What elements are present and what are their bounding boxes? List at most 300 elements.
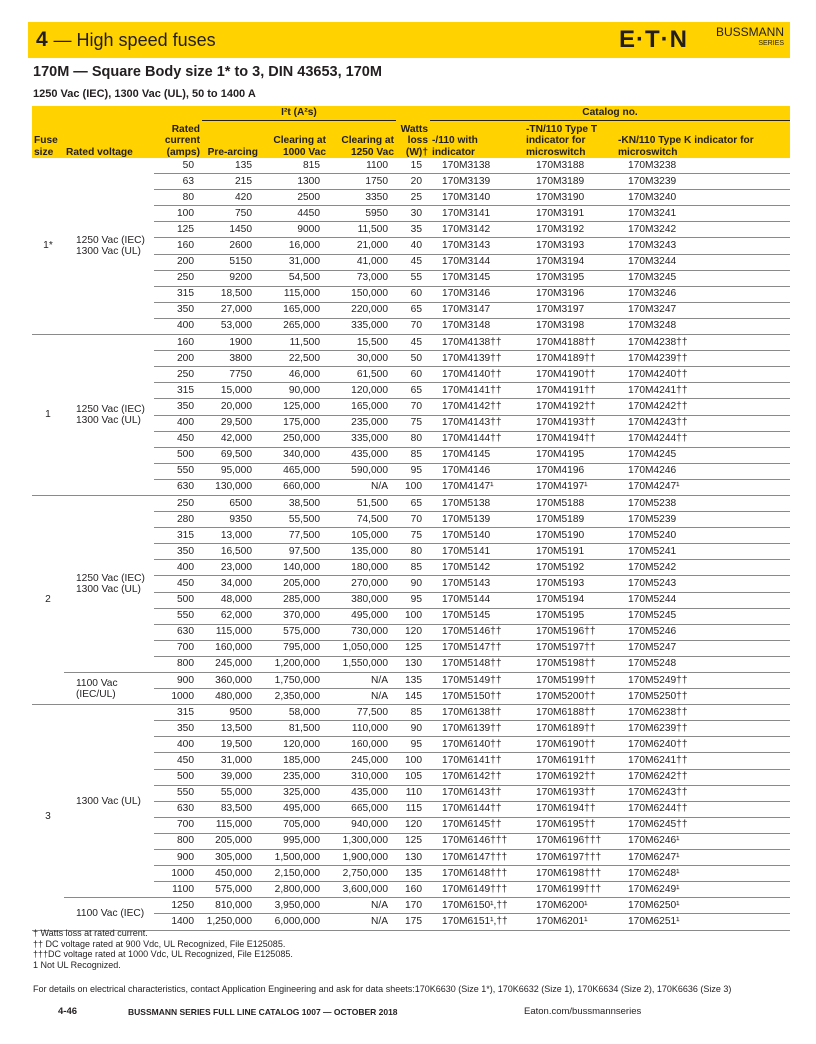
rated-current-cell: 450: [154, 576, 202, 592]
footer-url[interactable]: Eaton.com/bussmannseries: [524, 1006, 642, 1017]
catalog-tn-cell: 170M3190: [524, 190, 616, 206]
clearing-1000-cell: 370,000: [260, 608, 328, 624]
clearing-1250-cell: 220,000: [328, 302, 396, 318]
rated-current-cell: 315: [154, 383, 202, 399]
pre-arcing-cell: 23,000: [202, 560, 260, 576]
clearing-1250-cell: N/A: [328, 479, 396, 495]
rated-current-cell: 200: [154, 254, 202, 270]
rated-current-cell: 350: [154, 302, 202, 318]
catalog-name: BUSSMANN SERIES FULL LINE CATALOG 1007 — OCTOBER 2018: [128, 1007, 398, 1017]
catalog-kn-cell: 170M6250¹: [616, 898, 790, 914]
catalog-tn-cell: 170M3192: [524, 222, 616, 238]
catalog-110-cell: 170M3145: [430, 270, 524, 286]
watts-loss-cell: 130: [396, 850, 430, 866]
watts-loss-cell: 75: [396, 415, 430, 431]
watts-loss-cell: 80: [396, 544, 430, 560]
col-rated-current: Rated current (amps): [154, 106, 202, 158]
pre-arcing-cell: 27,000: [202, 302, 260, 318]
catalog-110-cell: 170M6142††: [430, 769, 524, 785]
watts-loss-cell: 120: [396, 624, 430, 640]
clearing-1000-cell: 165,000: [260, 302, 328, 318]
catalog-110-cell: 170M3142: [430, 222, 524, 238]
col-watts-loss: Watts loss (W)†: [396, 106, 430, 158]
catalog-110-cell: 170M4146: [430, 463, 524, 479]
clearing-1250-cell: 61,500: [328, 367, 396, 383]
watts-loss-cell: 160: [396, 882, 430, 898]
catalog-110-cell: 170M4142††: [430, 399, 524, 415]
catalog-110-cell: 170M5144: [430, 592, 524, 608]
clearing-1250-cell: 77,500: [328, 705, 396, 721]
rated-current-cell: 250: [154, 367, 202, 383]
catalog-kn-cell: 170M4241††: [616, 383, 790, 399]
catalog-kn-cell: 170M6243††: [616, 785, 790, 801]
clearing-1000-cell: 995,000: [260, 833, 328, 849]
rated-current-cell: 500: [154, 447, 202, 463]
catalog-kn-cell: 170M3239: [616, 174, 790, 190]
clearing-1250-cell: 51,500: [328, 495, 396, 511]
catalog-kn-cell: 170M3241: [616, 206, 790, 222]
catalog-kn-cell: 170M4239††: [616, 351, 790, 367]
rated-current-cell: 50: [154, 158, 202, 174]
rated-current-cell: 350: [154, 399, 202, 415]
rated-current-cell: 700: [154, 817, 202, 833]
catalog-kn-cell: 170M3242: [616, 222, 790, 238]
catalog-kn-cell: 170M4245: [616, 447, 790, 463]
catalog-kn-cell: 170M3245: [616, 270, 790, 286]
clearing-1000-cell: 11,500: [260, 335, 328, 351]
rated-current-cell: 125: [154, 222, 202, 238]
watts-loss-cell: 25: [396, 190, 430, 206]
footnote: †††DC voltage rated at 1000 Vdc, UL Recognized, File E125085.: [33, 949, 293, 959]
watts-loss-cell: 80: [396, 431, 430, 447]
watts-loss-cell: 95: [396, 463, 430, 479]
clearing-1000-cell: 58,000: [260, 705, 328, 721]
section-number: 4: [36, 28, 48, 51]
watts-loss-cell: 135: [396, 866, 430, 882]
rated-voltage-cell: 1250 Vac (IEC) 1300 Vac (UL): [64, 335, 154, 496]
catalog-tn-cell: 170M5190: [524, 528, 616, 544]
rated-current-cell: 400: [154, 415, 202, 431]
rated-current-cell: 550: [154, 785, 202, 801]
catalog-kn-cell: 170M5239: [616, 512, 790, 528]
catalog-tn-cell: 170M4192††: [524, 399, 616, 415]
rated-current-cell: 550: [154, 463, 202, 479]
catalog-tn-cell: 170M3193: [524, 238, 616, 254]
details-note: For details on electrical characteristics, contact Application Engineering and ask for data sheets:170K6630 (Size 1*), 170K6632 (Size 1), 170K6634 (Size 2), 170K6636 (Size 3): [33, 984, 732, 994]
clearing-1250-cell: 3350: [328, 190, 396, 206]
catalog-110-cell: 170M5140: [430, 528, 524, 544]
pre-arcing-cell: 15,000: [202, 383, 260, 399]
watts-loss-cell: 85: [396, 560, 430, 576]
clearing-1250-cell: 2,750,000: [328, 866, 396, 882]
col-rated-voltage: Rated voltage: [64, 106, 154, 158]
clearing-1000-cell: 2,800,000: [260, 882, 328, 898]
catalog-tn-cell: 170M6190††: [524, 737, 616, 753]
rated-current-cell: 500: [154, 592, 202, 608]
rated-current-cell: 1000: [154, 866, 202, 882]
watts-loss-cell: 120: [396, 817, 430, 833]
catalog-tn-cell: 170M4194††: [524, 431, 616, 447]
clearing-1250-cell: 730,000: [328, 624, 396, 640]
pre-arcing-cell: 6500: [202, 495, 260, 511]
catalog-kn-cell: 170M5240: [616, 528, 790, 544]
watts-loss-cell: 50: [396, 351, 430, 367]
clearing-1000-cell: 1,750,000: [260, 673, 328, 689]
catalog-kn-cell: 170M4242††: [616, 399, 790, 415]
watts-loss-cell: 95: [396, 737, 430, 753]
pre-arcing-cell: 9200: [202, 270, 260, 286]
catalog-110-cell: 170M6150¹,††: [430, 898, 524, 914]
rated-current-cell: 630: [154, 801, 202, 817]
catalog-110-cell: 170M5141: [430, 544, 524, 560]
pre-arcing-cell: 19,500: [202, 737, 260, 753]
clearing-1250-cell: 135,000: [328, 544, 396, 560]
clearing-1000-cell: 81,500: [260, 721, 328, 737]
pre-arcing-cell: 575,000: [202, 882, 260, 898]
rated-current-cell: 200: [154, 351, 202, 367]
rated-voltage-cell: 1250 Vac (IEC) 1300 Vac (UL): [64, 158, 154, 335]
catalog-110-cell: 170M4139††: [430, 351, 524, 367]
rated-current-cell: 550: [154, 608, 202, 624]
watts-loss-cell: 75: [396, 528, 430, 544]
rated-current-cell: 160: [154, 335, 202, 351]
watts-loss-cell: 15: [396, 158, 430, 174]
rated-current-cell: 630: [154, 479, 202, 495]
section-heading: [36, 27, 216, 53]
pre-arcing-cell: 305,000: [202, 850, 260, 866]
clearing-1000-cell: 340,000: [260, 447, 328, 463]
catalog-110-cell: 170M3143: [430, 238, 524, 254]
watts-loss-cell: 115: [396, 801, 430, 817]
catalog-tn-cell: 170M4196: [524, 463, 616, 479]
catalog-kn-cell: 170M3246: [616, 286, 790, 302]
catalog-tn-cell: 170M5192: [524, 560, 616, 576]
clearing-1000-cell: 495,000: [260, 801, 328, 817]
watts-loss-cell: 85: [396, 705, 430, 721]
clearing-1250-cell: 74,500: [328, 512, 396, 528]
clearing-1000-cell: 325,000: [260, 785, 328, 801]
clearing-1250-cell: 940,000: [328, 817, 396, 833]
catalog-kn-cell: 170M4244††: [616, 431, 790, 447]
rated-voltage-cell: 1100 Vac (IEC): [64, 898, 154, 930]
catalog-tn-cell: 170M5198††: [524, 656, 616, 672]
rated-current-cell: 250: [154, 270, 202, 286]
catalog-tn-cell: 170M3196: [524, 286, 616, 302]
rated-current-cell: 63: [154, 174, 202, 190]
catalog-kn-cell: 170M5247: [616, 640, 790, 656]
col-clearing-1250: Clearing at 1250 Vac: [328, 120, 396, 158]
catalog-tn-cell: 170M5200††: [524, 689, 616, 705]
pre-arcing-cell: 115,000: [202, 817, 260, 833]
catalog-tn-cell: 170M6195††: [524, 817, 616, 833]
catalog-tn-cell: 170M3198: [524, 318, 616, 334]
catalog-tn-cell: 170M6188††: [524, 705, 616, 721]
clearing-1000-cell: 2,350,000: [260, 689, 328, 705]
clearing-1000-cell: 97,500: [260, 544, 328, 560]
watts-loss-cell: 90: [396, 576, 430, 592]
catalog-kn-cell: 170M6245††: [616, 817, 790, 833]
catalog-kn-cell: 170M5245: [616, 608, 790, 624]
catalog-110-cell: 170M6148†††: [430, 866, 524, 882]
rated-current-cell: 630: [154, 624, 202, 640]
clearing-1250-cell: 1,300,000: [328, 833, 396, 849]
catalog-110-cell: 170M3146: [430, 286, 524, 302]
catalog-tn-cell: 170M3197: [524, 302, 616, 318]
clearing-1250-cell: 30,000: [328, 351, 396, 367]
clearing-1250-cell: 590,000: [328, 463, 396, 479]
clearing-1250-cell: 11,500: [328, 222, 396, 238]
clearing-1250-cell: 1,900,000: [328, 850, 396, 866]
clearing-1000-cell: 205,000: [260, 576, 328, 592]
catalog-110-cell: 170M5145: [430, 608, 524, 624]
clearing-1250-cell: 335,000: [328, 318, 396, 334]
catalog-110-cell: 170M4143††: [430, 415, 524, 431]
fuse-size-cell: 1: [32, 335, 64, 496]
pre-arcing-cell: 130,000: [202, 479, 260, 495]
rated-current-cell: 400: [154, 318, 202, 334]
catalog-110-cell: 170M4141††: [430, 383, 524, 399]
clearing-1250-cell: 120,000: [328, 383, 396, 399]
pre-arcing-cell: 13,000: [202, 528, 260, 544]
catalog-kn-cell: 170M6247¹: [616, 850, 790, 866]
catalog-110-cell: 170M5146††: [430, 624, 524, 640]
watts-loss-cell: 35: [396, 222, 430, 238]
pre-arcing-cell: 13,500: [202, 721, 260, 737]
clearing-1250-cell: 1100: [328, 158, 396, 174]
footnote: † Watts loss at rated current.: [33, 928, 148, 938]
catalog-tn-cell: 170M6189††: [524, 721, 616, 737]
clearing-1000-cell: 55,500: [260, 512, 328, 528]
clearing-1250-cell: 1,050,000: [328, 640, 396, 656]
catalog-tn-cell: 170M4188††: [524, 335, 616, 351]
catalog-110-cell: 170M6149†††: [430, 882, 524, 898]
clearing-1000-cell: 16,000: [260, 238, 328, 254]
catalog-tn-cell: 170M6192††: [524, 769, 616, 785]
clearing-1250-cell: 245,000: [328, 753, 396, 769]
rated-current-cell: 800: [154, 833, 202, 849]
pre-arcing-cell: 135: [202, 158, 260, 174]
catalog-110-cell: 170M6151¹,††: [430, 914, 524, 930]
table-row: [32, 495, 790, 511]
catalog-kn-cell: 170M5250††: [616, 689, 790, 705]
watts-loss-cell: 170: [396, 898, 430, 914]
clearing-1250-cell: N/A: [328, 673, 396, 689]
fuse-size-cell: 3: [32, 705, 64, 930]
catalog-kn-cell: 170M6246¹: [616, 833, 790, 849]
catalog-tn-cell: 170M3194: [524, 254, 616, 270]
clearing-1000-cell: 265,000: [260, 318, 328, 334]
pre-arcing-cell: 1900: [202, 335, 260, 351]
catalog-kn-cell: 170M3247: [616, 302, 790, 318]
clearing-1000-cell: 465,000: [260, 463, 328, 479]
catalog-kn-cell: 170M6251¹: [616, 914, 790, 930]
pre-arcing-cell: 420: [202, 190, 260, 206]
catalog-kn-cell: 170M5246: [616, 624, 790, 640]
clearing-1250-cell: 310,000: [328, 769, 396, 785]
clearing-1250-cell: 235,000: [328, 415, 396, 431]
watts-loss-cell: 60: [396, 286, 430, 302]
col-cat-tn: -TN/110 Type T indicator for microswitch: [524, 120, 616, 158]
clearing-1000-cell: 660,000: [260, 479, 328, 495]
clearing-1250-cell: 665,000: [328, 801, 396, 817]
rated-current-cell: 1250: [154, 898, 202, 914]
catalog-kn-cell: 170M5243: [616, 576, 790, 592]
clearing-1250-cell: 105,000: [328, 528, 396, 544]
pre-arcing-cell: 62,000: [202, 608, 260, 624]
catalog-110-cell: 170M5147††: [430, 640, 524, 656]
rated-current-cell: 1100: [154, 882, 202, 898]
catalog-kn-cell: 170M4243††: [616, 415, 790, 431]
catalog-tn-cell: 170M5199††: [524, 673, 616, 689]
pre-arcing-cell: 83,500: [202, 801, 260, 817]
catalog-kn-cell: 170M3248: [616, 318, 790, 334]
pre-arcing-cell: 31,000: [202, 753, 260, 769]
catalog-kn-cell: 170M6241††: [616, 753, 790, 769]
watts-loss-cell: 45: [396, 254, 430, 270]
clearing-1250-cell: 180,000: [328, 560, 396, 576]
catalog-kn-cell: 170M5242: [616, 560, 790, 576]
catalog-tn-cell: 170M5189: [524, 512, 616, 528]
rated-current-cell: 100: [154, 206, 202, 222]
clearing-1000-cell: 2,150,000: [260, 866, 328, 882]
watts-loss-cell: 65: [396, 383, 430, 399]
clearing-1250-cell: N/A: [328, 689, 396, 705]
catalog-tn-cell: 170M3188: [524, 158, 616, 174]
catalog-tn-cell: 170M6200¹: [524, 898, 616, 914]
clearing-1000-cell: 1,500,000: [260, 850, 328, 866]
col-cat-110: -/110 with indicator: [430, 120, 524, 158]
bussmann-logo-text: BUSSMANN SERIES: [715, 25, 784, 47]
clearing-1250-cell: 73,000: [328, 270, 396, 286]
pre-arcing-cell: 7750: [202, 367, 260, 383]
watts-loss-cell: 125: [396, 833, 430, 849]
watts-loss-cell: 45: [396, 335, 430, 351]
watts-loss-cell: 175: [396, 914, 430, 930]
pre-arcing-cell: 18,500: [202, 286, 260, 302]
pre-arcing-cell: 42,000: [202, 431, 260, 447]
rated-current-cell: 450: [154, 431, 202, 447]
clearing-1000-cell: 815: [260, 158, 328, 174]
clearing-1250-cell: 15,500: [328, 335, 396, 351]
pre-arcing-cell: 34,000: [202, 576, 260, 592]
clearing-1000-cell: 705,000: [260, 817, 328, 833]
rated-voltage-cell: 1250 Vac (IEC) 1300 Vac (UL): [64, 495, 154, 672]
pre-arcing-cell: 450,000: [202, 866, 260, 882]
rated-current-cell: 400: [154, 737, 202, 753]
clearing-1250-cell: 1750: [328, 174, 396, 190]
catalog-tn-cell: 170M5194: [524, 592, 616, 608]
catalog-110-cell: 170M3138: [430, 158, 524, 174]
fuse-size-cell: 2: [32, 495, 64, 704]
catalog-110-cell: 170M4147¹: [430, 479, 524, 495]
table-row: [32, 158, 790, 174]
catalog-tn-cell: 170M6201¹: [524, 914, 616, 930]
catalog-110-cell: 170M3141: [430, 206, 524, 222]
rated-current-cell: 315: [154, 705, 202, 721]
catalog-tn-cell: 170M4190††: [524, 367, 616, 383]
col-group-catalog: Catalog no.: [430, 106, 790, 120]
catalog-kn-cell: 170M5249††: [616, 673, 790, 689]
watts-loss-cell: 100: [396, 608, 430, 624]
catalog-tn-cell: 170M5193: [524, 576, 616, 592]
clearing-1000-cell: 46,000: [260, 367, 328, 383]
catalog-kn-cell: 170M6248¹: [616, 866, 790, 882]
catalog-110-cell: 170M3140: [430, 190, 524, 206]
clearing-1250-cell: 165,000: [328, 399, 396, 415]
catalog-tn-cell: 170M6199†††: [524, 882, 616, 898]
rated-current-cell: 1400: [154, 914, 202, 930]
rated-current-cell: 900: [154, 850, 202, 866]
watts-loss-cell: 90: [396, 721, 430, 737]
rated-current-cell: 160: [154, 238, 202, 254]
pre-arcing-cell: 215: [202, 174, 260, 190]
pre-arcing-cell: 810,000: [202, 898, 260, 914]
watts-loss-cell: 65: [396, 495, 430, 511]
clearing-1000-cell: 795,000: [260, 640, 328, 656]
catalog-tn-cell: 170M3195: [524, 270, 616, 286]
clearing-1000-cell: 235,000: [260, 769, 328, 785]
rated-current-cell: 400: [154, 560, 202, 576]
watts-loss-cell: 145: [396, 689, 430, 705]
pre-arcing-cell: 95,000: [202, 463, 260, 479]
catalog-110-cell: 170M6141††: [430, 753, 524, 769]
catalog-tn-cell: 170M6197†††: [524, 850, 616, 866]
pre-arcing-cell: 9500: [202, 705, 260, 721]
catalog-110-cell: 170M6145††: [430, 817, 524, 833]
catalog-110-cell: 170M6147†††: [430, 850, 524, 866]
watts-loss-cell: 100: [396, 753, 430, 769]
rated-current-cell: 280: [154, 512, 202, 528]
watts-loss-cell: 65: [396, 302, 430, 318]
rated-voltage-cell: 1300 Vac (UL): [64, 705, 154, 898]
clearing-1000-cell: 31,000: [260, 254, 328, 270]
pre-arcing-cell: 360,000: [202, 673, 260, 689]
watts-loss-cell: 60: [396, 367, 430, 383]
catalog-kn-cell: 170M5241: [616, 544, 790, 560]
catalog-tn-cell: 170M4197¹: [524, 479, 616, 495]
clearing-1000-cell: 54,500: [260, 270, 328, 286]
watts-loss-cell: 55: [396, 270, 430, 286]
section-header-bar: [28, 22, 790, 58]
rated-current-cell: 700: [154, 640, 202, 656]
rated-current-cell: 350: [154, 721, 202, 737]
rated-current-cell: 900: [154, 673, 202, 689]
section-title: — High speed fuses: [53, 30, 216, 50]
watts-loss-cell: 130: [396, 656, 430, 672]
clearing-1250-cell: 1,550,000: [328, 656, 396, 672]
clearing-1000-cell: 77,500: [260, 528, 328, 544]
catalog-kn-cell: 170M5238: [616, 495, 790, 511]
watts-loss-cell: 125: [396, 640, 430, 656]
pre-arcing-cell: 1450: [202, 222, 260, 238]
page-subtitle: 1250 Vac (IEC), 1300 Vac (UL), 50 to 1400 A: [33, 88, 256, 100]
fuse-size-cell: 1*: [32, 158, 64, 335]
catalog-110-cell: 170M5150††: [430, 689, 524, 705]
clearing-1250-cell: 5950: [328, 206, 396, 222]
catalog-kn-cell: 170M4246: [616, 463, 790, 479]
eaton-logo-text: E·T·N: [619, 26, 688, 53]
clearing-1000-cell: 250,000: [260, 431, 328, 447]
footnote: †† DC voltage rated at 900 Vdc, UL Recognized, File E125085.: [33, 938, 286, 949]
watts-loss-cell: 70: [396, 512, 430, 528]
catalog-110-cell: 170M5139: [430, 512, 524, 528]
col-fuse-size: Fuse size: [32, 106, 64, 158]
pre-arcing-cell: 5150: [202, 254, 260, 270]
rated-current-cell: 315: [154, 286, 202, 302]
catalog-tn-cell: 170M5197††: [524, 640, 616, 656]
clearing-1000-cell: 3,950,000: [260, 898, 328, 914]
clearing-1250-cell: 435,000: [328, 447, 396, 463]
